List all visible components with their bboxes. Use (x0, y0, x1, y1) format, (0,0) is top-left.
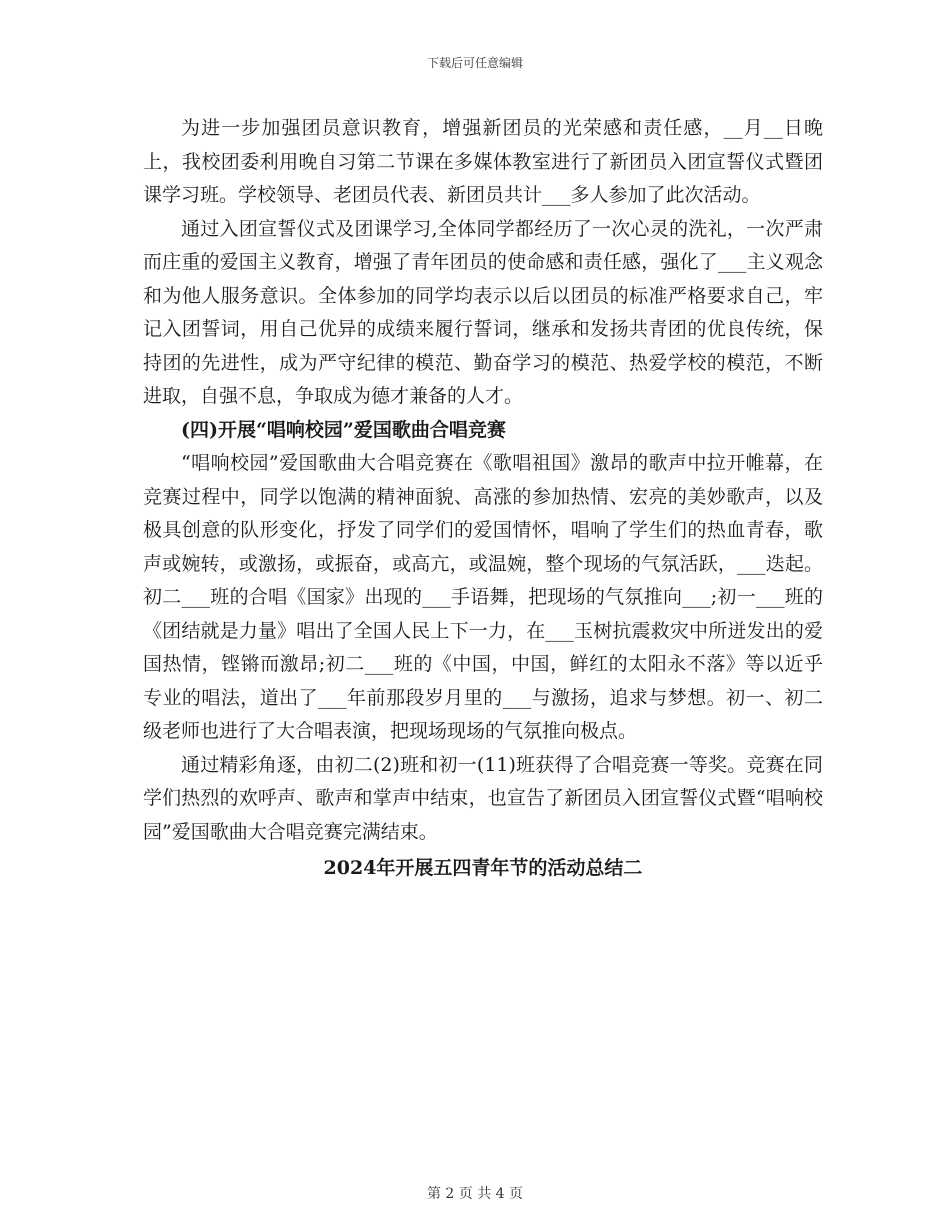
paragraph-3: “唱响校园”爱国歌曲大合唱竞赛在《歌唱祖国》激昂的歌声中拉开帷幕，在竞赛过程中，同学以饱满的精神面貌、高涨的参加热情、宏亮的美妙歌声，以及极具创意的队形变化，抒发了同学们的爱国情怀，唱响了学生们的热血青春，歌声或婉转，或激扬，或振奋，或高亢，或温婉，整个现场的气氛活跃，___迭起。初二___班的合唱《国家》出现的___手语舞，把现场的气氛推向___;初一___班的《团结就是力量》唱出了全国人民上下一力，在___玉树抗震救灾中所迸发出的爱国热情，铿锵而激昂;初二___班的《中国，中国，鲜红的太阳永不落》等以近乎专业的唱法，道出了___年前那段岁月里的___与激扬，追求与梦想。初一、初二级老师也进行了大合唱表演，把现场现场的气氛推向极点。 (143, 452, 823, 742)
section-heading: (四)开展“唱响校园”爱国歌曲合唱竞赛 (181, 418, 506, 441)
document-body (143, 112, 823, 886)
paragraph-4: 通过精彩角逐，由初二(2)班和初一(11)班获得了合唱竞赛一等奖。竞赛在同学们热烈的欢呼声、歌声和掌声中结束，也宣告了新团员入团宣誓仪式暨“唱响校园”爱国歌曲大合唱竞赛完满结束。 (143, 753, 823, 843)
page-footer: 第 2 页 共 4 页 (426, 1186, 524, 1202)
section-title: 2024年开展五四青年节的活动总结二 (323, 857, 643, 879)
paragraph-1: 为进一步加强团员意识教育，增强新团员的光荣感和责任感，__月__日晚上，我校团委利用晚自习第二节课在多媒体教室进行了新团员入团宣誓仪式暨团课学习班。学校领导、老团员代表、新团员共计___多人参加了此次活动。 (143, 117, 823, 206)
paragraph-2: 通过入团宣誓仪式及团课学习,全体同学都经历了一次心灵的洗礼，一次严肃而庄重的爱国主义教育，增强了青年团员的使命感和责任感，强化了___主义观念和为他人服务意识。全体参加的同学均表示以后以团员的标准严格要求自己，牢记入团誓词，用自己优异的成绩来履行誓词，继承和发扬共青团的优良传统，保持团的先进性，成为严守纪律的模范、勤奋学习的模范、热爱学校的模范，不断进取，自强不息，争取成为德才兼备的人才。 (143, 217, 823, 407)
page-header: 下载后可任意编辑 (426, 56, 523, 70)
